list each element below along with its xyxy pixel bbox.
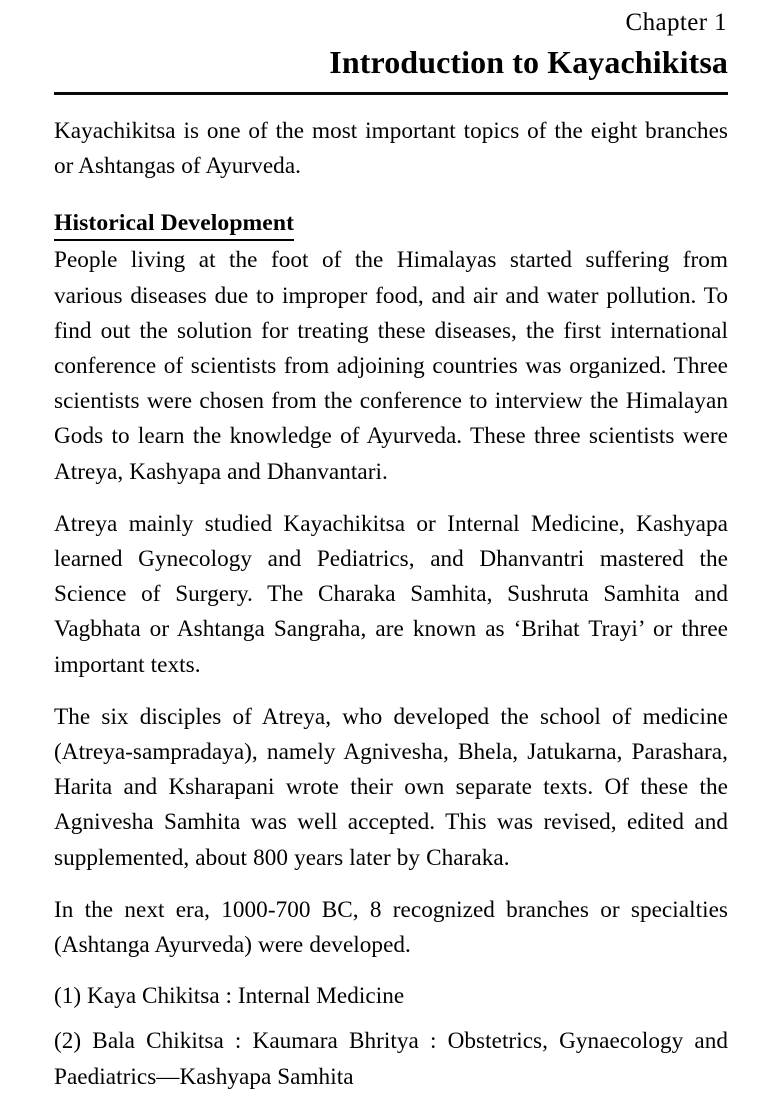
- intro-paragraph: Kayachikitsa is one of the most important topics of the eight branches or Ashtangas of Ayurveda.: [54, 118, 728, 180]
- paragraph-three-scientists: Atreya mainly studied Kayachikitsa or Internal Medicine, Kashyapa learned Gynecology and Pediatrics, and Dhanvantri mastered the Science of Surgery. The Charaka Samhita, Sushruta Samhita and Vagbhata or Ashtanga Sangraha, are known as ‘Brihat Trayi’ or three important texts.: [54, 510, 728, 678]
- chapter-title: Introduction to Kayachikitsa: [329, 44, 728, 80]
- paragraph-next-era: In the next era, 1000-700 BC, 8 recognized branches or specialties (Ashtanga Ayurveda) were developed.: [54, 896, 728, 959]
- chapter-label: Chapter 1: [625, 9, 727, 36]
- paragraph-historical-origin: People living at the foot of the Himalayas started suffering from various diseases due to improper food, and air and water pollution. To find out the solution for treating these diseases, the first international conference of scientists from adjoining countries was organized. Three scientists were chosen from the conference to interview the Himalayan Gods to learn the knowledge of Ayurveda. These three scientists were Atreya, Kashyapa and Dhanvantari.: [54, 247, 728, 485]
- header-divider-rule: [54, 92, 728, 95]
- paragraph-six-disciples: The six disciples of Atreya, who developed the school of medicine (Atreya-sampradaya), namely Agnivesha, Bhela, Jatukarna, Parashara, Harita and Ksharapani wrote their own separate texts. Of these the Agnivesha Samhita was well accepted. This was revised, edited and supplemented, about 800 years later by Charaka.: [54, 703, 728, 871]
- list-item: (2) Bala Chikitsa : Kaumara Bhritya : Obstetrics, Gynaecology and Paediatrics—Kashyapa Samhita: [54, 1028, 728, 1090]
- page-content: [54, 0, 728, 1095]
- section-heading-historical-development: Historical Development: [54, 208, 294, 241]
- branch-list: [54, 979, 728, 1095]
- section-heading-wrap: [54, 184, 728, 243]
- list-item: (1) Kaya Chikitsa : Internal Medicine: [54, 983, 405, 1010]
